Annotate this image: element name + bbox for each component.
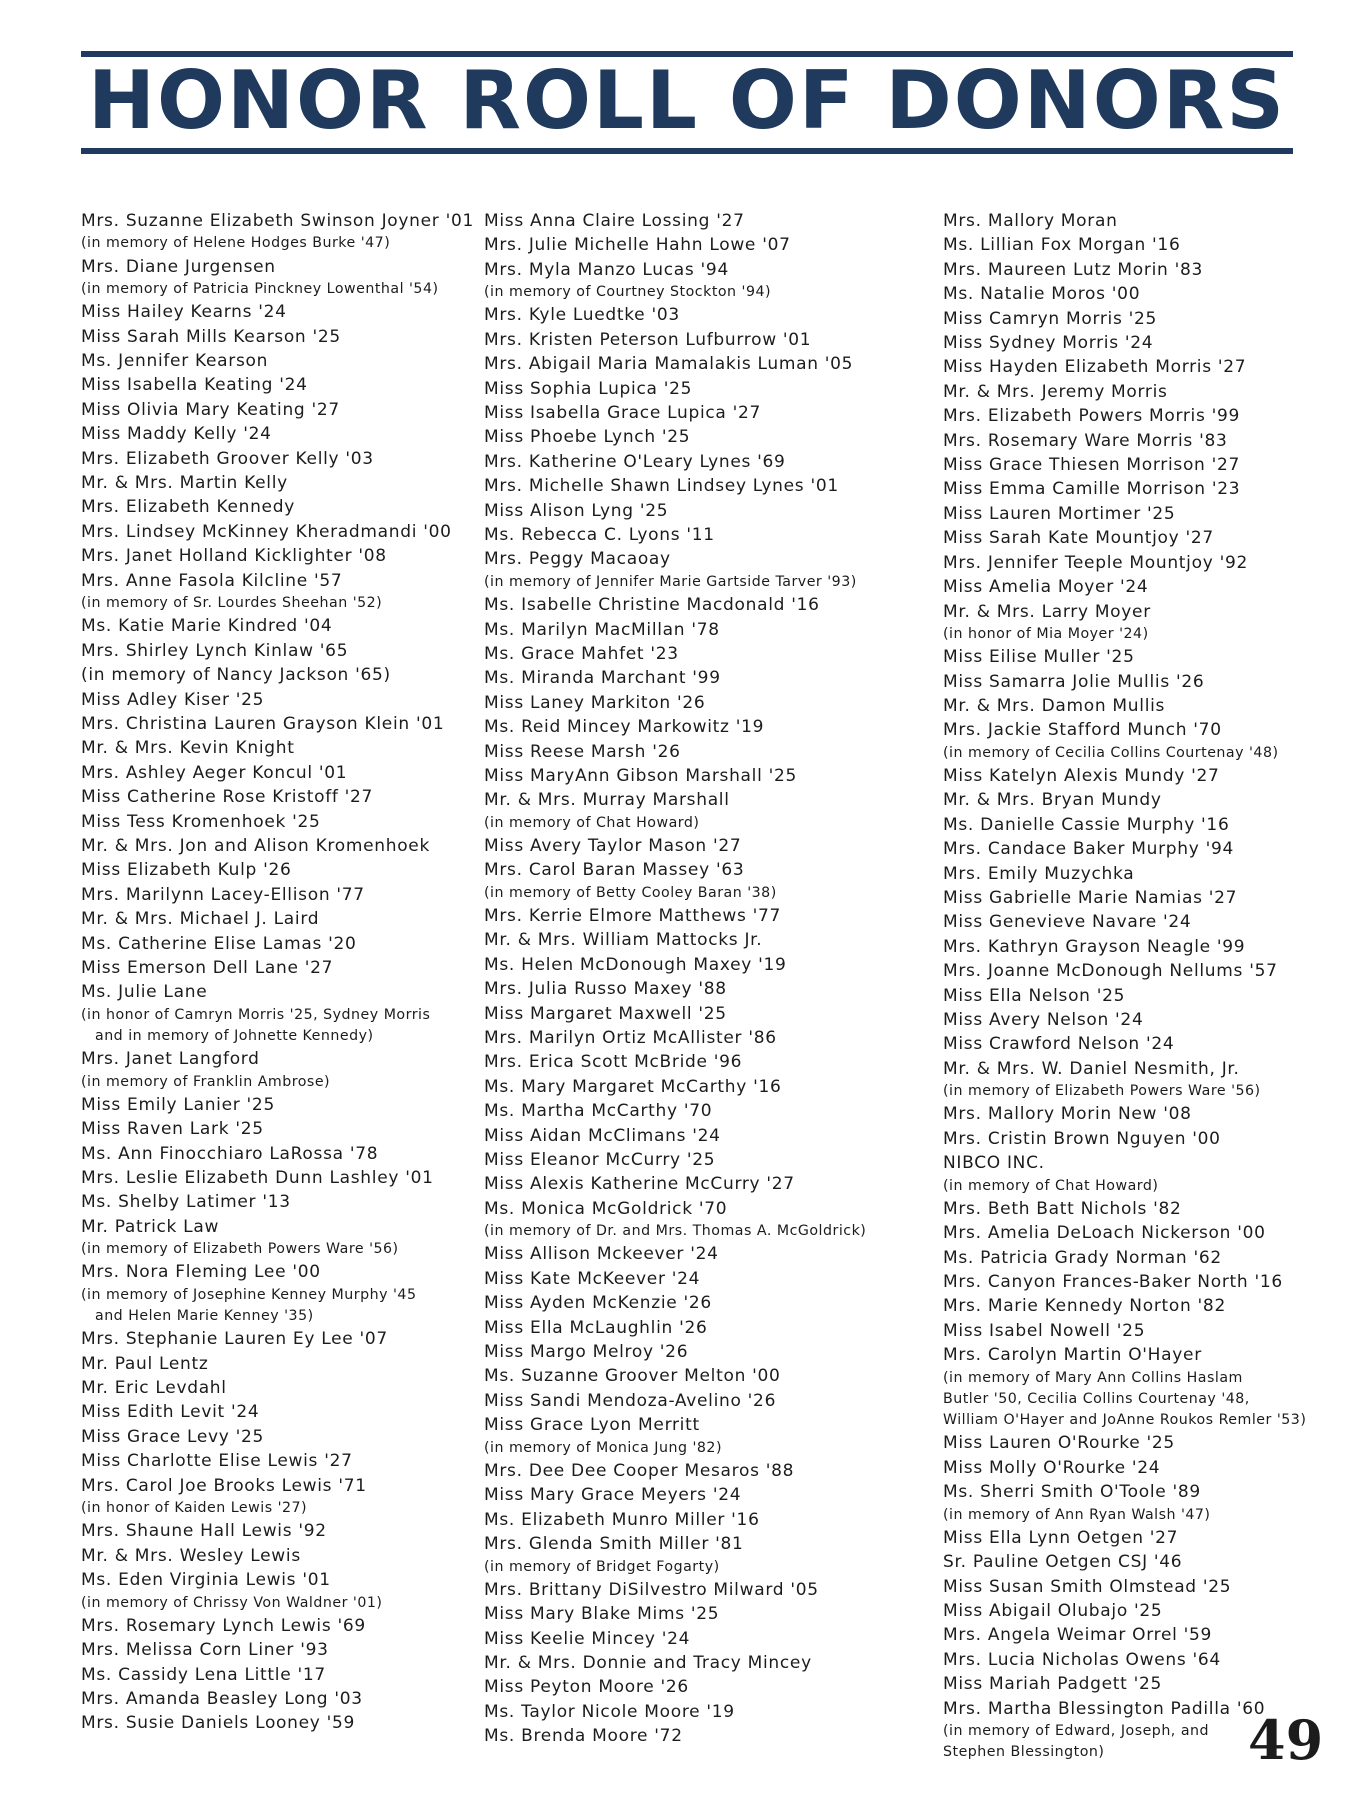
donor-entry: Mrs. Elizabeth Kennedy bbox=[81, 497, 295, 518]
donor-entry: Mrs. Kristen Peterson Lufburrow '01 bbox=[484, 329, 812, 350]
donor-entry: Miss Allison Mckeever '24 bbox=[484, 1244, 719, 1265]
donor-entry: Miss Alison Lyng '25 bbox=[484, 500, 669, 521]
donor-entry: Mr. & Mrs. Donnie and Tracy Mincey bbox=[484, 1652, 812, 1673]
donor-entry: Mr. & Mrs. Michael J. Laird bbox=[81, 909, 320, 930]
donor-entry: Miss Alexis Katherine McCurry '27 bbox=[484, 1174, 795, 1195]
donor-entry: Miss Gabrielle Marie Namias '27 bbox=[943, 887, 1238, 908]
donor-entry: Miss Ella Lynn Oetgen '27 bbox=[943, 1527, 1179, 1548]
donor-entry: Miss Isabella Keating '24 bbox=[81, 375, 308, 396]
donor-entry: Mrs. Rosemary Lynch Lewis '69 bbox=[81, 1615, 366, 1636]
donor-entry: Ms. Reid Mincey Markowitz '19 bbox=[484, 717, 765, 738]
donor-entry: Mr. & Mrs. William Mattocks Jr. bbox=[484, 930, 763, 951]
donor-entry: Mrs. Rosemary Ware Morris '83 bbox=[943, 430, 1228, 451]
donor-entry: Ms. Cassidy Lena Little '17 bbox=[81, 1664, 326, 1685]
donor-entry: Sr. Pauline Oetgen CSJ '46 bbox=[943, 1552, 1183, 1573]
donor-entry: Miss MaryAnn Gibson Marshall '25 bbox=[484, 765, 798, 786]
donor-note: (in memory of Edward, Joseph, and bbox=[943, 1722, 1210, 1739]
header-rule-bottom bbox=[81, 148, 1293, 154]
donor-entry: Miss Sarah Mills Kearson '25 bbox=[81, 326, 341, 347]
donor-entry: Miss Phoebe Lynch '25 bbox=[484, 427, 691, 448]
donor-entry: Miss Adley Kiser '25 bbox=[81, 689, 265, 710]
donor-entry: NIBCO INC. bbox=[943, 1153, 1045, 1174]
donor-entry: Ms. Mary Margaret McCarthy '16 bbox=[484, 1076, 782, 1097]
donor-note: William O'Hayer and JoAnne Roukos Remler '53) bbox=[943, 1412, 1307, 1429]
donor-entry: Miss Ayden McKenzie '26 bbox=[484, 1293, 712, 1314]
donor-note: (in memory of Jennifer Marie Gartside Tarver '93) bbox=[484, 573, 857, 590]
donor-entry: Ms. Grace Mahfet '23 bbox=[484, 643, 679, 664]
donor-entry: Mrs. Shirley Lynch Kinlaw '65 bbox=[81, 640, 349, 661]
donor-entry: Ms. Patricia Grady Norman '62 bbox=[943, 1247, 1222, 1268]
donor-entry: Miss Camryn Morris '25 bbox=[943, 308, 1158, 329]
donor-entry: Miss Raven Lark '25 bbox=[81, 1119, 264, 1140]
donor-entry: Miss Isabella Grace Lupica '27 bbox=[484, 403, 762, 424]
donor-entry: Mrs. Abigail Maria Mamalakis Luman '05 bbox=[484, 354, 854, 375]
donor-entry: Mr. Paul Lentz bbox=[81, 1353, 209, 1374]
donor-entry: Miss Eilise Muller '25 bbox=[943, 647, 1135, 668]
donor-entry: Miss Lauren O'Rourke '25 bbox=[943, 1433, 1175, 1454]
donor-entry: Miss Avery Nelson '24 bbox=[943, 1010, 1144, 1030]
donor-entry: Miss Grace Lyon Merritt bbox=[484, 1415, 700, 1436]
donor-entry: Mrs. Jennifer Teeple Mountjoy '92 bbox=[943, 552, 1248, 573]
donor-entry: Ms. Shelby Latimer '13 bbox=[81, 1192, 291, 1213]
donor-entry: Mrs. Christina Lauren Grayson Klein '01 bbox=[81, 713, 445, 734]
donor-entry: Mr. & Mrs. Jon and Alison Kromenhoek bbox=[81, 835, 431, 856]
donor-entry: Miss Katelyn Alexis Mundy '27 bbox=[943, 765, 1220, 786]
donor-entry: Miss Tess Kromenhoek '25 bbox=[81, 811, 321, 832]
donor-entry: Mrs. Amelia DeLoach Nickerson '00 bbox=[943, 1223, 1266, 1244]
donor-note: (in memory of Courtney Stockton '94) bbox=[484, 284, 772, 301]
donor-entry: Miss Kate McKeever '24 bbox=[484, 1268, 701, 1289]
donor-entry: Miss Mary Blake Mims '25 bbox=[484, 1604, 720, 1625]
donor-note: (in memory of Betty Cooley Baran '38) bbox=[484, 884, 777, 901]
donor-entry: Ms. Natalie Moros '00 bbox=[943, 284, 1141, 305]
donor-entry: Miss Avery Taylor Mason '27 bbox=[484, 835, 742, 856]
donor-entry: Miss Samarra Jolie Mullis '26 bbox=[943, 671, 1205, 692]
donor-entry: Ms. Eden Virginia Lewis '01 bbox=[81, 1570, 331, 1591]
donor-note: (in memory of Nancy Jackson '65) bbox=[81, 665, 391, 686]
donor-entry: Ms. Lillian Fox Morgan '16 bbox=[943, 235, 1181, 256]
donor-entry: Miss Hailey Kearns '24 bbox=[81, 302, 287, 323]
donor-entry: Mrs. Jackie Stafford Munch '70 bbox=[943, 720, 1222, 741]
donor-entry: Miss Mariah Padgett '25 bbox=[943, 1674, 1162, 1695]
donor-entry: Ms. Isabelle Christine Macdonald '16 bbox=[484, 595, 820, 616]
donor-entry: Mrs. Kathryn Grayson Neagle '99 bbox=[943, 936, 1246, 957]
donor-entry: Mrs. Marie Kennedy Norton '82 bbox=[943, 1296, 1226, 1317]
donor-entry: Mrs. Glenda Smith Miller '81 bbox=[484, 1534, 744, 1555]
donor-note: (in memory of Josephine Kenney Murphy '45 bbox=[81, 1286, 417, 1303]
donor-note: (in memory of Monica Jung '82) bbox=[484, 1439, 722, 1456]
donor-entry: Ms. Suzanne Groover Melton '00 bbox=[484, 1366, 781, 1387]
donor-entry: Mrs. Martha Blessington Padilla '60 bbox=[943, 1698, 1266, 1719]
donor-entry: Miss Reese Marsh '26 bbox=[484, 741, 681, 762]
page-number: 49 bbox=[1248, 1708, 1324, 1772]
donor-entry: Mrs. Suzanne Elizabeth Swinson Joyner '01 bbox=[81, 211, 474, 231]
donor-entry: Miss Elizabeth Kulp '26 bbox=[81, 860, 292, 881]
page-title: HONOR ROLL OF DONORS bbox=[88, 54, 1286, 147]
donor-entry: Mrs. Beth Batt Nichols '82 bbox=[943, 1198, 1182, 1219]
donor-entry: Miss Ella Nelson '25 bbox=[943, 985, 1126, 1006]
donor-entry: Mrs. Mallory Morin New '08 bbox=[943, 1104, 1192, 1125]
donor-entry: Ms. Julie Lane bbox=[81, 982, 208, 1003]
donor-entry: Mrs. Emily Muzychka bbox=[943, 863, 1135, 884]
donor-entry: Miss Anna Claire Lossing '27 bbox=[484, 211, 745, 231]
donor-entry: Mrs. Elizabeth Powers Morris '99 bbox=[943, 406, 1241, 427]
donor-entry: Miss Emily Lanier '25 bbox=[81, 1094, 275, 1115]
donor-entry: Mrs. Anne Fasola Kilcline '57 bbox=[81, 570, 343, 591]
donor-entry: Mrs. Joanne McDonough Nellums '57 bbox=[943, 961, 1278, 982]
donor-entry: Miss Amelia Moyer '24 bbox=[943, 577, 1149, 598]
donor-note: (in memory of Elizabeth Powers Ware '56) bbox=[943, 1083, 1261, 1100]
donor-entry: Miss Margaret Maxwell '25 bbox=[484, 1003, 727, 1024]
donor-entry: Mrs. Carolyn Martin O'Hayer bbox=[943, 1345, 1202, 1366]
donor-entry: Mrs. Melissa Corn Liner '93 bbox=[81, 1640, 329, 1661]
donor-entry: Mrs. Julie Michelle Hahn Lowe '07 bbox=[484, 235, 791, 256]
donor-entry: Miss Keelie Mincey '24 bbox=[484, 1628, 691, 1649]
donor-entry: Ms. Danielle Cassie Murphy '16 bbox=[943, 814, 1230, 835]
donor-note: (in memory of Dr. and Mrs. Thomas A. McGoldrick) bbox=[484, 1223, 867, 1240]
donor-entry: Mrs. Candace Baker Murphy '94 bbox=[943, 839, 1235, 860]
donor-entry: Mr. & Mrs. Larry Moyer bbox=[943, 601, 1151, 622]
donor-entry: Ms. Marilyn MacMillan '78 bbox=[484, 619, 720, 640]
donor-entry: Mrs. Peggy Macaoay bbox=[484, 549, 671, 570]
donor-entry: Mrs. Dee Dee Cooper Mesaros '88 bbox=[484, 1460, 795, 1481]
donor-entry: Mrs. Lucia Nicholas Owens '64 bbox=[943, 1649, 1221, 1670]
donor-entry: Miss Emerson Dell Lane '27 bbox=[81, 957, 334, 978]
donor-entry: Miss Emma Camille Morrison '23 bbox=[943, 479, 1241, 500]
donor-entry: Mrs. Nora Fleming Lee '00 bbox=[81, 1262, 321, 1283]
donor-note: Butler '50, Cecilia Collins Courtenay '48, bbox=[943, 1390, 1250, 1407]
donor-entry: Mr. & Mrs. W. Daniel Nesmith, Jr. bbox=[943, 1058, 1240, 1079]
donor-entry: Mrs. Myla Manzo Lucas '94 bbox=[484, 259, 729, 280]
donor-note: and in memory of Johnette Kennedy) bbox=[95, 1028, 374, 1044]
donor-note: (in memory of Bridget Fogarty) bbox=[484, 1558, 720, 1575]
donor-note: (in memory of Chat Howard) bbox=[484, 814, 700, 831]
donor-entry: Mr. & Mrs. Murray Marshall bbox=[484, 790, 730, 811]
donor-entry: Ms. Rebecca C. Lyons '11 bbox=[484, 525, 715, 546]
donor-note: (in memory of Chat Howard) bbox=[943, 1177, 1159, 1194]
donor-entry: Ms. Sherri Smith O'Toole '89 bbox=[943, 1482, 1201, 1503]
donor-entry: Ms. Miranda Marchant '99 bbox=[484, 668, 721, 689]
donor-note: (in memory of Mary Ann Collins Haslam bbox=[943, 1369, 1243, 1386]
donor-entry: Mrs. Susie Daniels Looney '59 bbox=[81, 1713, 356, 1734]
donor-column-3 bbox=[943, 209, 1338, 1763]
donor-entry: Miss Margo Melroy '26 bbox=[484, 1342, 689, 1363]
donor-entry: Mrs. Michelle Shawn Lindsey Lynes '01 bbox=[484, 476, 839, 497]
donor-note: (in memory of Helene Hodges Burke '47) bbox=[81, 235, 391, 252]
donor-entry: Mrs. Cristin Brown Nguyen '00 bbox=[943, 1128, 1221, 1149]
donor-entry: Ms. Taylor Nicole Moore '19 bbox=[484, 1701, 735, 1722]
donor-entry: Miss Lauren Mortimer '25 bbox=[943, 503, 1176, 524]
donor-entry: Mrs. Marilyn Ortiz McAllister '86 bbox=[484, 1028, 777, 1048]
donor-entry: Mrs. Kyle Luedtke '03 bbox=[484, 305, 680, 326]
donor-entry: Miss Olivia Mary Keating '27 bbox=[81, 399, 340, 420]
donor-entry: Mr. & Mrs. Jeremy Morris bbox=[943, 381, 1168, 402]
donor-note: (in memory of Sr. Lourdes Sheehan '52) bbox=[81, 595, 383, 612]
donor-entry: Mrs. Carol Joe Brooks Lewis '71 bbox=[81, 1475, 367, 1496]
donor-note: Stephen Blessington) bbox=[943, 1744, 1105, 1761]
donor-note: (in honor of Kaiden Lewis '27) bbox=[81, 1500, 308, 1517]
donor-entry: Mrs. Elizabeth Groover Kelly '03 bbox=[81, 448, 374, 469]
donor-entry: Miss Sarah Kate Mountjoy '27 bbox=[943, 528, 1214, 549]
donor-entry: Miss Sydney Morris '24 bbox=[943, 333, 1154, 354]
donor-entry: Ms. Ann Finocchiaro LaRossa '78 bbox=[81, 1143, 379, 1164]
donor-entry: Ms. Jennifer Kearson bbox=[81, 351, 269, 372]
donor-entry: Miss Ella McLaughlin '26 bbox=[484, 1317, 708, 1338]
donor-entry: Miss Eleanor McCurry '25 bbox=[484, 1150, 716, 1171]
donor-entry: Miss Crawford Nelson '24 bbox=[943, 1034, 1175, 1055]
donor-entry: Mr. & Mrs. Damon Mullis bbox=[943, 695, 1166, 716]
donor-entry: Mrs. Erica Scott McBride '96 bbox=[484, 1052, 743, 1073]
donor-entry: Mr. Eric Levdahl bbox=[81, 1378, 227, 1399]
donor-entry: Mrs. Stephanie Lauren Ey Lee '07 bbox=[81, 1329, 388, 1350]
donor-column-1 bbox=[81, 209, 476, 1736]
donor-entry: Miss Susan Smith Olmstead '25 bbox=[943, 1576, 1232, 1597]
donor-entry: Mr. Patrick Law bbox=[81, 1216, 220, 1237]
donor-entry: Mrs. Carol Baran Massey '63 bbox=[484, 860, 745, 881]
donor-entry: Ms. Brenda Moore '72 bbox=[484, 1726, 683, 1747]
donor-entry: Ms. Helen McDonough Maxey '19 bbox=[484, 954, 787, 975]
donor-entry: Miss Grace Thiesen Morrison '27 bbox=[943, 455, 1241, 476]
donor-entry: Ms. Martha McCarthy '70 bbox=[484, 1101, 713, 1122]
donor-entry: Miss Molly O'Rourke '24 bbox=[943, 1457, 1161, 1478]
donor-entry: Miss Edith Levit '24 bbox=[81, 1402, 260, 1423]
donor-entry: Miss Catherine Rose Kristoff '27 bbox=[81, 787, 374, 808]
donor-entry: Miss Genevieve Navare '24 bbox=[943, 912, 1192, 933]
donor-entry: Mrs. Mallory Moran bbox=[943, 211, 1118, 231]
donor-entry: Miss Abigail Olubajo '25 bbox=[943, 1600, 1163, 1621]
donor-entry: Mrs. Maureen Lutz Morin '83 bbox=[943, 259, 1203, 280]
donor-column-2 bbox=[484, 209, 934, 1749]
donor-entry: Miss Charlotte Elise Lewis '27 bbox=[81, 1451, 353, 1472]
donor-entry: Mrs. Canyon Frances-Baker North '16 bbox=[943, 1272, 1283, 1293]
donor-note: and Helen Marie Kenney '35) bbox=[95, 1308, 314, 1325]
donor-entry: Mr. & Mrs. Bryan Mundy bbox=[943, 790, 1162, 811]
donor-note: (in memory of Elizabeth Powers Ware '56) bbox=[81, 1241, 399, 1258]
donor-entry: Mrs. Ashley Aeger Koncul '01 bbox=[81, 762, 348, 783]
donor-entry: Mrs. Janet Holland Kicklighter '08 bbox=[81, 546, 387, 567]
donor-entry: Miss Isabel Nowell '25 bbox=[943, 1320, 1146, 1341]
donor-entry: Mrs. Leslie Elizabeth Dunn Lashley '01 bbox=[81, 1168, 434, 1189]
donor-entry: Mrs. Brittany DiSilvestro Milward '05 bbox=[484, 1579, 819, 1600]
donor-entry: Mrs. Marilynn Lacey-Ellison '77 bbox=[81, 884, 365, 905]
donor-entry: Ms. Elizabeth Munro Miller '16 bbox=[484, 1509, 760, 1530]
donor-entry: Miss Peyton Moore '26 bbox=[484, 1677, 689, 1698]
donor-note: (in memory of Patricia Pinckney Lowenthal '54) bbox=[81, 281, 439, 298]
donor-entry: Mrs. Shaune Hall Lewis '92 bbox=[81, 1521, 327, 1542]
donor-note: (in honor of Mia Moyer '24) bbox=[943, 625, 1149, 642]
donor-entry: Miss Grace Levy '25 bbox=[81, 1426, 265, 1447]
donor-note: (in honor of Camryn Morris '25, Sydney Morris bbox=[81, 1006, 431, 1023]
donor-entry: Miss Sandi Mendoza-Avelino '26 bbox=[484, 1390, 777, 1411]
donor-note: (in memory of Franklin Ambrose) bbox=[81, 1073, 331, 1090]
donor-entry: Miss Laney Markiton '26 bbox=[484, 692, 706, 713]
donor-entry: Mrs. Kerrie Elmore Matthews '77 bbox=[484, 905, 782, 926]
donor-note: (in memory of Cecilia Collins Courtenay '48) bbox=[943, 744, 1279, 761]
donor-entry: Mrs. Angela Weimar Orrel '59 bbox=[943, 1625, 1213, 1646]
donor-entry: Ms. Katie Marie Kindred '04 bbox=[81, 616, 333, 637]
donor-entry: Mrs. Lindsey McKinney Kheradmandi '00 bbox=[81, 521, 452, 542]
donor-entry: Mrs. Diane Jurgensen bbox=[81, 256, 276, 277]
donor-entry: Mrs. Janet Langford bbox=[81, 1049, 260, 1070]
donor-entry: Mrs. Julia Russo Maxey '88 bbox=[484, 979, 727, 1000]
donor-entry: Mr. & Mrs. Kevin Knight bbox=[81, 738, 295, 759]
donor-entry: Mr. & Mrs. Wesley Lewis bbox=[81, 1545, 301, 1566]
donor-entry: Mrs. Amanda Beasley Long '03 bbox=[81, 1688, 363, 1709]
donor-entry: Mr. & Mrs. Martin Kelly bbox=[81, 473, 288, 494]
donor-entry: Miss Sophia Lupica '25 bbox=[484, 378, 693, 399]
donor-entry: Ms. Catherine Elise Lamas '20 bbox=[81, 933, 357, 954]
donor-note: (in memory of Ann Ryan Walsh '47) bbox=[943, 1506, 1211, 1523]
donor-entry: Miss Hayden Elizabeth Morris '27 bbox=[943, 357, 1247, 378]
donor-note: (in memory of Chrissy Von Waldner '01) bbox=[81, 1594, 383, 1611]
donor-entry: Mrs. Katherine O'Leary Lynes '69 bbox=[484, 451, 786, 472]
donor-entry: Miss Aidan McClimans '24 bbox=[484, 1125, 721, 1146]
donor-entry: Miss Maddy Kelly '24 bbox=[81, 424, 272, 445]
donor-entry: Ms. Monica McGoldrick '70 bbox=[484, 1198, 728, 1219]
donor-entry: Miss Mary Grace Meyers '24 bbox=[484, 1485, 742, 1506]
